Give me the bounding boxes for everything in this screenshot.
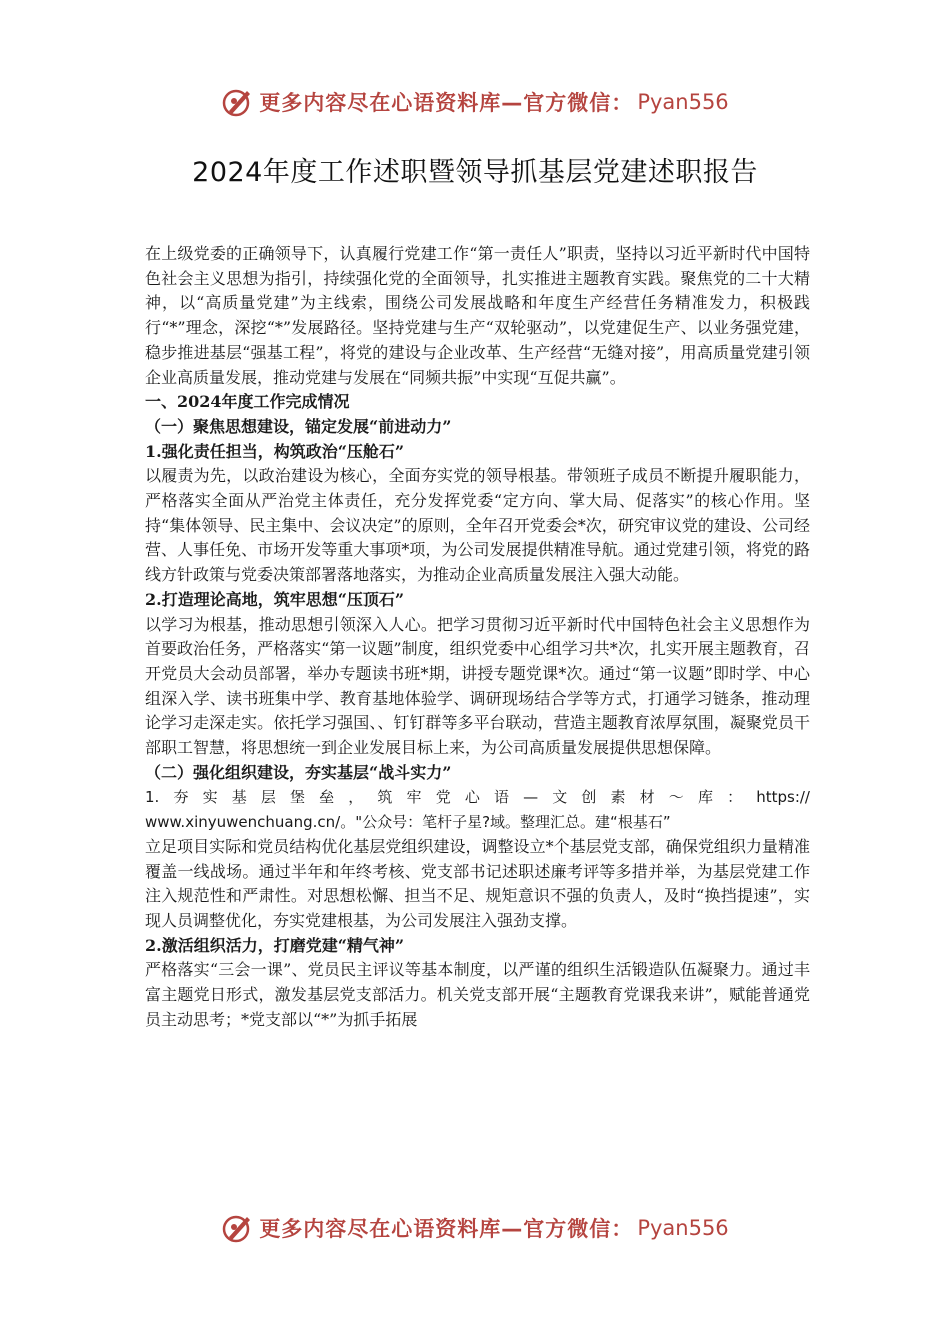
banner-text: 更多内容尽在心语资料库—官方微信： [259,91,634,115]
section-heading-1: 一、2024年度工作完成情况 [145,392,350,412]
item-heading-3-line2: www.xinyuwenchuang.cn/。"公众号：笔杆子星?域。整理汇总。建“根基石” [145,813,671,832]
banner-wechat-id: Pyan556 [637,90,729,114]
banner-wechat-id: Pyan556 [637,1216,729,1240]
item-heading-2: 2.打造理论高地，筑牢思想“压顶石” [145,589,405,609]
brush-pen-logo-icon [221,85,255,119]
item-body-3: 立足项目实际和党员结构优化基层党组织建设，调整设立*个基层党支部，确保党组织力量精准覆盖一线战场。通过半年和年终考核、党支部书记述职述廉考评等多措并举，为基层党建工作注入规范性和严肃性。对思想松懈、担当不足、规矩意识不强的负责人，及时“换挡提速”，实现人员调整优化，夯实党建根基，为公司发展注入强劲支撑。 [145,836,810,930]
brush-pen-logo-icon [221,1211,255,1245]
item-heading-4: 2.激活组织活力，打磨党建“精气神” [145,935,405,955]
subsection-heading-2: （二）强化组织建设，夯实基层“战斗实力” [145,762,452,782]
item-body-4: 严格落实“三会一课”、党员民主评议等基本制度，以严谨的组织生活锻造队伍凝聚力。通过丰富主题党日形式，激发基层党支部活力。机关党支部开展“主题教育党课我来讲”，赋能普通党员主动思考；*党支部以“*”为抓手拓展 [145,960,810,1029]
header-watermark-banner [0,82,950,122]
page-title: 2024年度工作述职暨领导抓基层党建述职报告 [192,157,758,188]
document-body [145,242,810,1033]
item-heading-1: 1.强化责任担当，构筑政治“压舱石” [145,441,405,461]
item-heading-3-line1: 1.夯实基层堡垒，筑牢党心语—文创素材～库：https:// [145,788,810,807]
banner-text: 更多内容尽在心语资料库—官方微信： [259,1217,634,1241]
intro-paragraph: 在上级党委的正确领导下，认真履行党建工作“第一责任人”职责，坚持以习近平新时代中国特色社会主义思想为指引，持续强化党的全面领导，扎实推进主题教育实践。聚焦党的二十大精神，以“高质量党建”为主线索，围绕公司发展战略和年度生产经营任务精准发力，积极践行“*”理念，深挖“*”发展路径。坚持党建与生产“双轮驱动”，以党建促生产、以业务强党建，稳步推进基层“强基工程”，将党的建设与企业改革、生产经营“无缝对接”，用高质量党建引领企业高质量发展，推动党建与发展在“同频共振”中实现“互促共赢”。 [145,244,810,387]
item-body-2: 以学习为根基，推动思想引领深入人心。把学习贯彻习近平新时代中国特色社会主义思想作为首要政治任务，严格落实“第一议题”制度，组织党委中心组学习共*次，扎实开展主题教育，召开党员大会动员部署，举办专题读书班*期，讲授专题党课*次。通过“第一议题”即时学、中心组深入学、读书班集中学、教育基地体验学、调研现场结合学等方式，打通学习链条，推动理论学习走深走实。依托学习强国、、钉钉群等多平台联动，营造主题教育浓厚氛围，凝聚党员干部职工智慧，将思想统一到企业发展目标上来，为公司高质量发展提供思想保障。 [145,614,810,758]
item-body-1: 以履责为先，以政治建设为核心，全面夯实党的领导根基。带领班子成员不断提升履职能力，严格落实全面从严治党主体责任，充分发挥党委“定方向、掌大局、促落实”的核心作用。坚持“集体领导、民主集中、会议决定”的原则，全年召开党委会*次，研究审议党的建设、公司经营、人事任免、市场开发等重大事项*项，为公司发展提供精准导航。通过党建引领，将党的路线方针政策与党委决策部署落地落实，为推动企业高质量发展注入强大动能。 [145,466,810,585]
subsection-heading-1: （一）聚焦思想建设，锚定发展“前进动力” [145,416,452,436]
footer-watermark-banner [0,1208,950,1248]
